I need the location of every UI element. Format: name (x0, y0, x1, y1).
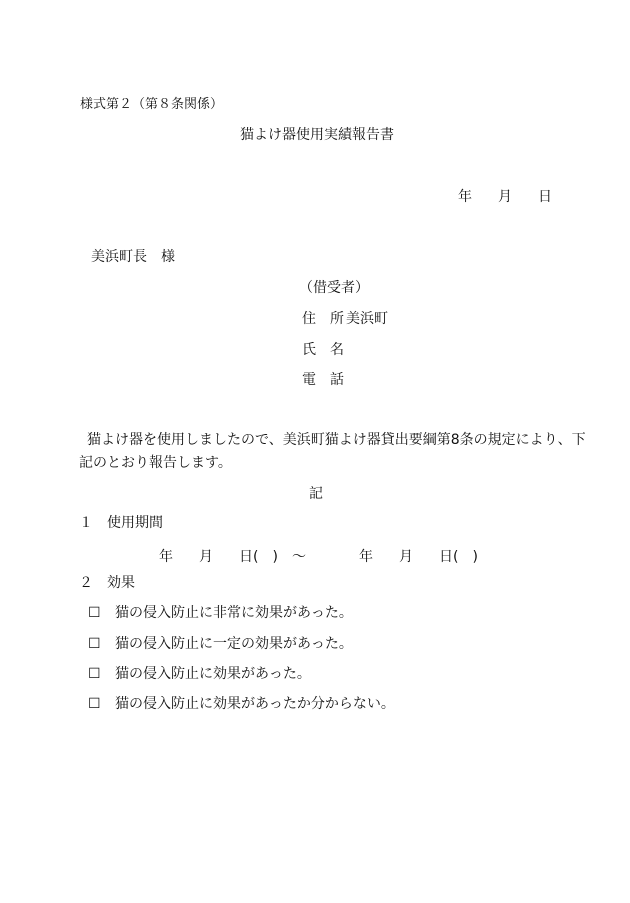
checkbox-icon[interactable]: ☐ (88, 605, 101, 621)
checkbox-icon[interactable]: ☐ (88, 666, 101, 682)
body-line-2: 記のとおり報告します。 (79, 455, 232, 471)
address-label: 住 所 (302, 311, 344, 327)
checkbox-icon[interactable]: ☐ (88, 636, 101, 652)
end-year: 年 (359, 549, 373, 565)
section2-heading: ２ 効果 (79, 575, 135, 591)
end-day: 日( ) (439, 549, 478, 565)
option-label: 猫の侵入防止に非常に効果があった。 (115, 605, 353, 621)
start-day: 日( ) (239, 549, 278, 565)
date-day: 日 (538, 189, 552, 205)
range-tilde: ～ (292, 549, 306, 565)
document-title: 猫よけ器使用実績報告書 (240, 127, 394, 143)
body-line-1: 猫よけ器を使用しましたので、美浜町猫よけ器貸出要綱第8条の規定により、下 (87, 432, 586, 448)
address-value: 美浜町 (346, 311, 388, 327)
ki-heading: 記 (309, 486, 323, 502)
section1-heading: １ 使用期間 (79, 515, 163, 531)
date-year: 年 (458, 189, 472, 205)
form-number: 様式第２（第８条関係） (80, 97, 224, 112)
applicant-heading: （借受者） (299, 280, 369, 296)
phone-label: 電 話 (302, 372, 344, 388)
addressee: 美浜町長 様 (91, 249, 175, 265)
option-label: 猫の侵入防止に一定の効果があった。 (115, 636, 353, 652)
option-label: 猫の侵入防止に効果があった。 (115, 666, 311, 682)
end-month: 月 (399, 549, 413, 565)
date-month: 月 (498, 189, 512, 205)
name-label: 氏 名 (302, 342, 344, 358)
checkbox-icon[interactable]: ☐ (88, 696, 101, 712)
option-label: 猫の侵入防止に効果があったか分からない。 (115, 696, 395, 712)
start-month: 月 (199, 549, 213, 565)
start-year: 年 (159, 549, 173, 565)
